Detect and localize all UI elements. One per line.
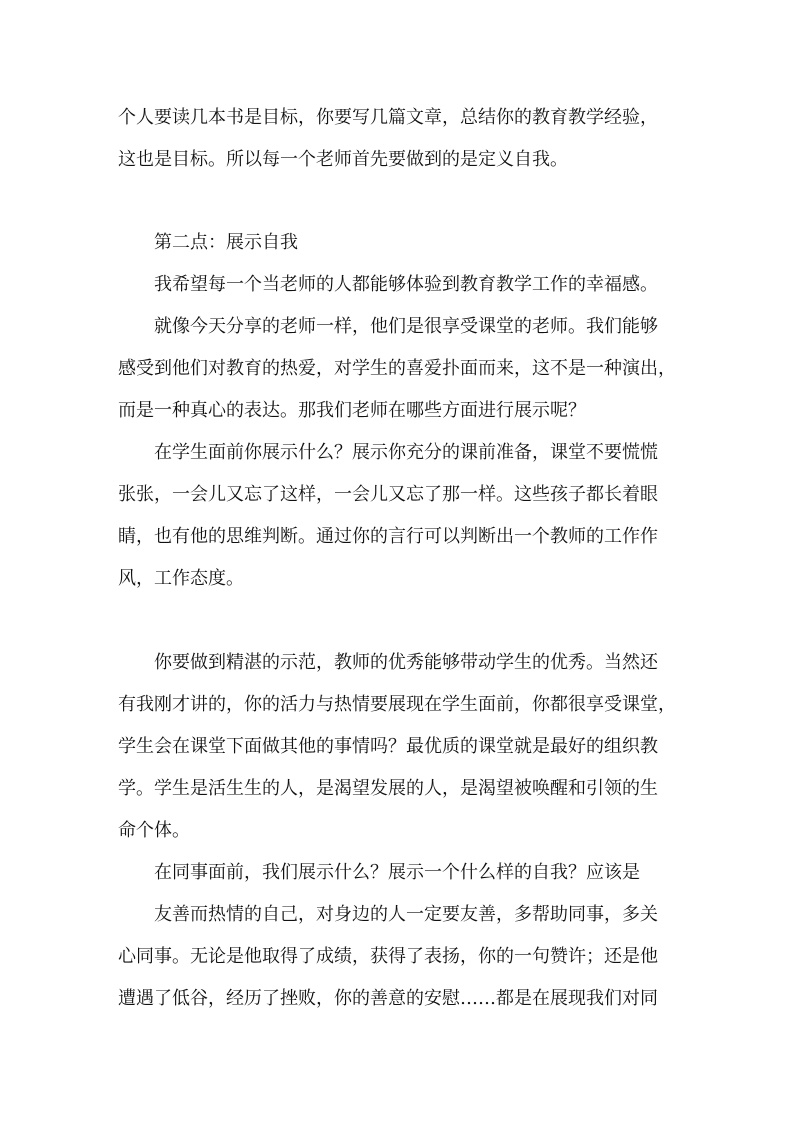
body-text-line: 心同事。无论是他取得了成绩，获得了表扬，你的一句赞许；还是他 (118, 946, 658, 967)
body-text-line: 友善而热情的自己，对身边的人一定要友善，多帮助同事，多关 (154, 904, 658, 925)
body-text-line: 感受到他们对教育的热爱，对学生的喜爱扑面而来，这不是一种演出， (118, 358, 676, 379)
body-text-line: 命个体。 (118, 820, 190, 841)
body-text-line: 而是一种真心的表达。那我们老师在哪些方面进行展示呢？ (118, 400, 586, 421)
body-text-line: 这也是目标。所以每一个老师首先要做到的是定义自我。 (118, 149, 568, 170)
body-text-line: 在同事面前，我们展示什么？展示一个什么样的自我？应该是 (154, 862, 640, 883)
section-heading: 第二点：展示自我 (154, 232, 298, 253)
body-text-line: 睛，也有他的思维判断。通过你的言行可以判断出一个教师的工作作 (118, 526, 658, 547)
body-text-line: 你要做到精湛的示范，教师的优秀能够带动学生的优秀。当然还 (154, 652, 658, 673)
body-text-line: 学生会在课堂下面做其他的事情吗？最优质的课堂就是最好的组织教 (118, 736, 658, 757)
body-text-line: 个人要读几本书是目标，你要写几篇文章，总结你的教育教学经验， (118, 107, 658, 128)
body-text-line: 就像今天分享的老师一样，他们是很享受课堂的老师。我们能够 (154, 316, 658, 337)
body-text-line: 张张，一会儿又忘了这样，一会儿又忘了那一样。这些孩子都长着眼 (118, 484, 658, 505)
body-text-line: 有我刚才讲的，你的活力与热情要展现在学生面前，你都很享受课堂， (118, 694, 676, 715)
body-text-line: 我希望每一个当老师的人都能够体验到教育教学工作的幸福感。 (154, 274, 658, 295)
body-text-line: 学。学生是活生生的人，是渴望发展的人，是渴望被唤醒和引领的生 (118, 778, 658, 799)
body-text-line: 风，工作态度。 (118, 568, 244, 589)
body-text-line: 在学生面前你展示什么？展示你充分的课前准备，课堂不要慌慌 (154, 442, 658, 463)
body-text-line: 遭遇了低谷，经历了挫败，你的善意的安慰……都是在展现我们对同 (118, 988, 658, 1009)
